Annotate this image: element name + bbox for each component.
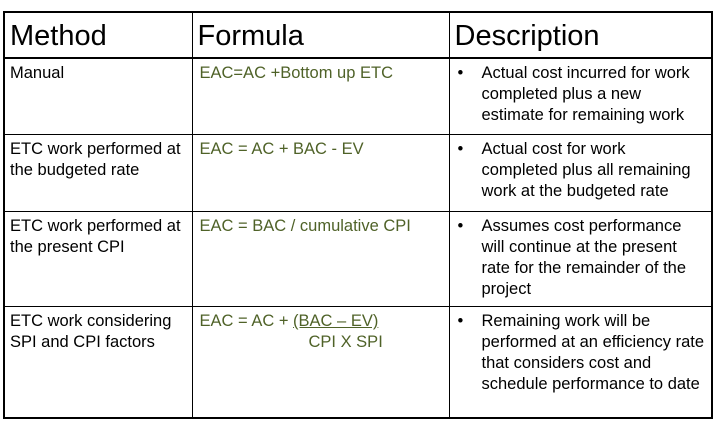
method-cell <box>4 135 192 212</box>
description-text: Actual cost incurred for work completed plus a new estimate for remaining work <box>481 64 690 124</box>
description-cell <box>449 135 712 212</box>
table-row <box>4 135 712 212</box>
formula-cell <box>192 58 449 135</box>
table-row <box>4 58 712 135</box>
header-method: Method <box>4 12 192 58</box>
method-cell <box>4 58 192 135</box>
formula-cell <box>192 135 449 212</box>
formula-prefix: EAC = AC + <box>199 312 294 331</box>
table-row <box>4 307 712 418</box>
eac-methods-table <box>3 11 713 419</box>
method-text: ETC work performed at the present CPI <box>10 217 181 257</box>
formula-text: EAC = AC + BAC - EV <box>199 140 364 159</box>
description-text: Remaining work will be performed at an efficiency rate that considers cost and schedule performance to date <box>481 312 705 394</box>
header-description: Description <box>449 12 712 58</box>
formula-text: EAC = BAC / cumulative CPI <box>199 217 411 236</box>
method-cell <box>4 307 192 418</box>
bullet-icon: • <box>457 64 464 82</box>
description-cell <box>449 58 712 135</box>
bullet-icon: • <box>457 140 464 159</box>
description-cell <box>449 307 712 418</box>
method-cell <box>4 212 192 307</box>
description-cell <box>449 212 712 307</box>
formula-cell <box>192 307 449 418</box>
formula-numerator: (BAC – EV) <box>293 312 379 331</box>
bullet-icon: • <box>457 217 464 236</box>
header-formula: Formula <box>192 12 449 58</box>
description-text: Actual cost for work completed plus all remaining work at the budgeted rate <box>481 140 691 201</box>
table-row <box>4 212 712 307</box>
description-text: Assumes cost performance will continue at the present rate for the remainder of the project <box>481 217 687 299</box>
method-text: Manual <box>10 64 65 82</box>
formula-denominator: CPI X SPI <box>308 333 383 352</box>
formula-text: EAC=AC +Bottom up ETC <box>199 64 393 82</box>
formula-cell <box>192 212 449 307</box>
table-header-row <box>4 12 712 58</box>
bullet-icon: • <box>457 312 464 331</box>
method-text: ETC work performed at the budgeted rate <box>10 140 181 180</box>
fraction-formula <box>193 307 449 353</box>
method-text: ETC work considering SPI and CPI factors <box>10 312 172 352</box>
